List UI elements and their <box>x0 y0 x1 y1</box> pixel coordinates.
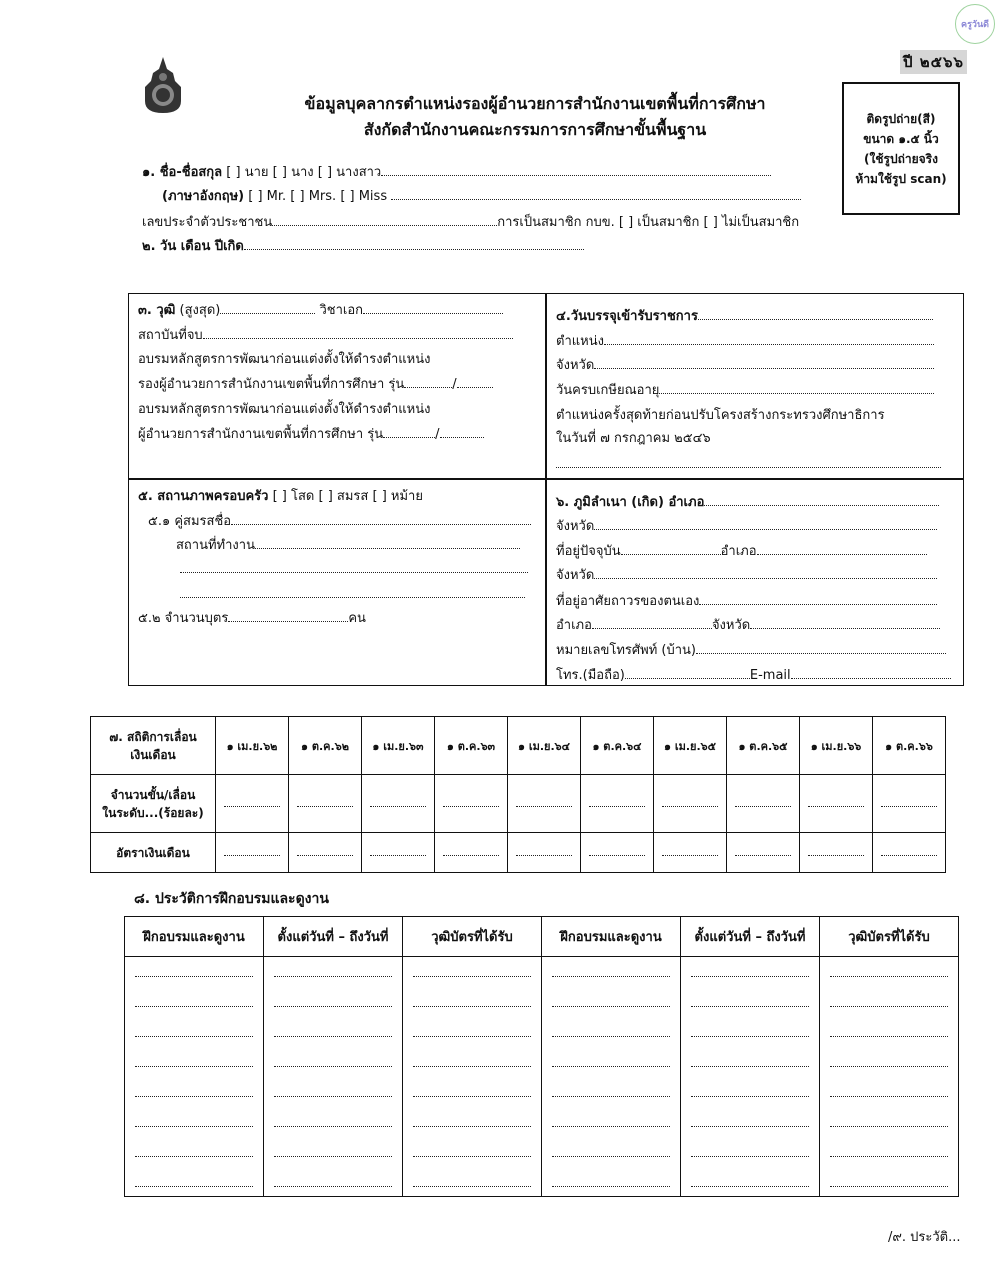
salary-header-text: ๗. สถิติการเลื่อน <box>109 729 197 744</box>
table-row <box>91 833 946 873</box>
title-option-miss[interactable]: [ ] Miss <box>340 189 388 204</box>
salary-cell[interactable] <box>289 833 362 873</box>
birthplace-province-label: จังหวัด <box>556 519 595 534</box>
certificate-cell[interactable] <box>403 1167 542 1197</box>
english-name-label: (ภาษาอังกฤษ) <box>162 189 245 204</box>
appointment-date-label: ๔.วันบรรจุเข้ารับราชการ <box>556 309 698 324</box>
training-cell[interactable] <box>542 987 681 1017</box>
training-cell[interactable] <box>125 1167 264 1197</box>
column-header: ฝึกอบรมและดูงาน <box>125 917 264 957</box>
marital-married[interactable]: [ ] สมรส <box>318 489 369 504</box>
children-field[interactable] <box>228 621 348 622</box>
birthplace-province-field[interactable] <box>594 529 937 530</box>
position-label: ตำแหน่ง <box>556 334 604 349</box>
children-label: ๕.๒ จำนวนบุตร <box>138 611 229 626</box>
watermark-text: ครูวันดี <box>961 20 989 30</box>
english-name-row <box>162 188 801 206</box>
training-cell[interactable] <box>125 1107 264 1137</box>
spouse-workplace-field-3[interactable] <box>180 597 525 598</box>
training-cell[interactable] <box>542 1017 681 1047</box>
current-province-label: จังหวัด <box>556 568 595 583</box>
english-name-field[interactable] <box>391 199 801 200</box>
photo-instruction: ขนาด ๑.๕ นิ้ว <box>863 131 939 146</box>
certificate-cell[interactable] <box>820 1017 959 1047</box>
photo-instruction: (ใช้รูปถ่ายจริง <box>864 151 938 166</box>
date-range-cell[interactable] <box>681 1137 820 1167</box>
date-header: ๑ เม.ย.๖๒ <box>216 717 289 775</box>
step-cell[interactable] <box>508 775 581 833</box>
table-row <box>91 717 946 775</box>
training-cell[interactable] <box>125 1017 264 1047</box>
date-header: ๑ เม.ย.๖๕ <box>654 717 727 775</box>
training-cell[interactable] <box>542 957 681 987</box>
date-range-cell[interactable] <box>264 1167 403 1197</box>
institution-label: สถาบันที่จบ <box>138 328 203 343</box>
date-range-cell[interactable] <box>681 1077 820 1107</box>
gpf-member-no[interactable]: [ ] ไม่เป็นสมาชิก <box>703 215 800 230</box>
marital-single[interactable]: [ ] โสด <box>272 489 315 504</box>
salary-cell[interactable] <box>362 833 435 873</box>
date-range-cell[interactable] <box>264 1077 403 1107</box>
step-cell[interactable] <box>727 775 800 833</box>
step-cell[interactable] <box>435 775 508 833</box>
certificate-cell[interactable] <box>403 1137 542 1167</box>
certificate-cell[interactable] <box>403 1017 542 1047</box>
mobile-phone-field[interactable] <box>625 678 750 679</box>
training-cell[interactable] <box>542 1047 681 1077</box>
date-range-cell[interactable] <box>264 987 403 1017</box>
id-row <box>142 214 799 232</box>
column-header: วุฒิบัตรที่ได้รับ <box>820 917 959 957</box>
photo-instruction: ห้ามใช้รูป scan) <box>855 171 947 186</box>
title-option-mrs[interactable]: [ ] Mrs. <box>290 189 337 204</box>
step-cell[interactable] <box>654 775 727 833</box>
name-row <box>142 164 771 182</box>
table-row <box>125 1047 959 1077</box>
salary-history-table <box>90 716 946 873</box>
certificate-cell[interactable] <box>820 1077 959 1107</box>
training-cell[interactable] <box>542 1077 681 1107</box>
salary-cell[interactable] <box>654 833 727 873</box>
next-page-indicator: /๙. ประวัติ... <box>888 1230 961 1245</box>
birthplace-label: ๖. ภูมิลำเนา (เกิด) อำเภอ <box>556 495 705 510</box>
retirement-field[interactable] <box>659 393 934 394</box>
slash: / <box>435 427 440 442</box>
education-label: ๓. วุฒิ <box>138 303 176 318</box>
mobile-phone-label: โทร.(มือถือ) <box>556 668 625 683</box>
training-cell[interactable] <box>125 1077 264 1107</box>
home-phone-field[interactable] <box>696 653 946 654</box>
table-row <box>125 1167 959 1197</box>
table-row <box>125 1077 959 1107</box>
education-highest-label: (สูงสุด) <box>179 303 221 318</box>
current-address-field[interactable] <box>621 554 721 555</box>
date-header: ๑ ต.ค.๖๒ <box>289 717 362 775</box>
major-label: วิชาเอก <box>319 303 364 318</box>
training1-label: อบรมหลักสูตรการพัฒนาก่อนแต่งตั้งให้ดำรงตำแหน่ง <box>138 352 431 367</box>
divider <box>128 478 964 480</box>
certificate-cell[interactable] <box>403 1077 542 1107</box>
last-position-label: ตำแหน่งครั้งสุดท้ายก่อนปรับโครงสร้างกระทรวงศึกษาธิการ <box>556 408 885 423</box>
step-increase-label <box>91 775 216 833</box>
training-history-table <box>124 916 959 1197</box>
email-label: E-mail <box>749 668 791 683</box>
training1-batch-field[interactable] <box>404 387 452 388</box>
name-field[interactable] <box>381 175 771 176</box>
institution-field[interactable] <box>203 338 513 339</box>
certificate-cell[interactable] <box>820 987 959 1017</box>
degree-field[interactable] <box>220 313 315 314</box>
training1-year-field[interactable] <box>457 387 493 388</box>
children-unit: คน <box>348 611 366 626</box>
spouse-name-field[interactable] <box>231 524 531 525</box>
date-range-cell[interactable] <box>264 957 403 987</box>
gpf-member-yes[interactable]: [ ] เป็นสมาชิก <box>618 215 700 230</box>
permanent-district-label: อำเภอ <box>556 618 592 633</box>
date-range-cell[interactable] <box>264 1047 403 1077</box>
date-header: ๑ ต.ค.๖๔ <box>581 717 654 775</box>
date-range-cell[interactable] <box>681 1107 820 1137</box>
date-range-cell[interactable] <box>264 1017 403 1047</box>
salary-cell[interactable] <box>508 833 581 873</box>
current-district-field[interactable] <box>757 554 927 555</box>
training-cell[interactable] <box>542 1167 681 1197</box>
date-header: ๑ เม.ย.๖๖ <box>800 717 873 775</box>
certificate-cell[interactable] <box>403 1047 542 1077</box>
marital-widowed[interactable]: [ ] หม้าย <box>372 489 423 504</box>
birthdate-field[interactable] <box>244 249 584 250</box>
gpf-member-label: การเป็นสมาชิก กบข. <box>497 215 615 230</box>
slash: / <box>452 377 457 392</box>
year-label: ปี ๒๕๖๖ <box>900 50 967 74</box>
training-cell[interactable] <box>125 987 264 1017</box>
title-option-mrs-th[interactable]: [ ] นาง <box>272 165 314 180</box>
position-field[interactable] <box>604 344 934 345</box>
salary-cell[interactable] <box>873 833 946 873</box>
photo-instruction: ติดรูปถ่าย(สี) <box>866 111 936 126</box>
step-cell[interactable] <box>289 775 362 833</box>
appointment-date-field[interactable] <box>698 319 933 320</box>
step-cell[interactable] <box>873 775 946 833</box>
photo-placeholder[interactable] <box>842 82 960 215</box>
last-position-field[interactable] <box>556 467 941 468</box>
step-cell[interactable] <box>800 775 873 833</box>
date-range-cell[interactable] <box>264 1107 403 1137</box>
salary-header-label <box>91 717 216 775</box>
training2-label: อบรมหลักสูตรการพัฒนาก่อนแต่งตั้งให้ดำรงตำแหน่ง <box>138 402 431 417</box>
salary-header-text: เงินเดือน <box>130 747 176 762</box>
date-range-cell[interactable] <box>681 957 820 987</box>
training-cell[interactable] <box>542 1137 681 1167</box>
home-phone-label: หมายเลขโทรศัพท์ (บ้าน) <box>556 643 696 658</box>
training2-batch-field[interactable] <box>383 437 435 438</box>
last-position-date: ในวันที่ ๗ กรกฎาคม ๒๕๔๖ <box>556 431 711 446</box>
table-row <box>125 957 959 987</box>
step-label-text: จำนวนขั้น/เลื่อน <box>110 787 196 802</box>
date-range-cell[interactable] <box>681 1017 820 1047</box>
step-label-text: ในระดับ...(ร้อยละ) <box>102 805 204 820</box>
table-header-row <box>125 917 959 957</box>
certificate-cell[interactable] <box>820 1047 959 1077</box>
date-header: ๑ ต.ค.๖๓ <box>435 717 508 775</box>
birthplace-district-field[interactable] <box>704 505 939 506</box>
salary-cell[interactable] <box>581 833 654 873</box>
date-header: ๑ เม.ย.๖๓ <box>362 717 435 775</box>
page-subtitle: สังกัดสำนักงานคณะกรรมการการศึกษาขั้นพื้นฐาน <box>363 120 707 139</box>
date-range-cell[interactable] <box>264 1137 403 1167</box>
divider <box>545 293 547 686</box>
spouse-workplace-field-2[interactable] <box>180 572 528 573</box>
page-title: ข้อมูลบุคลากรตำแหน่งรองผู้อำนวยการสำนักงานเขตพื้นที่การศึกษา <box>304 94 766 113</box>
permanent-province-label: จังหวัด <box>711 618 751 633</box>
salary-cell[interactable] <box>216 833 289 873</box>
table-row <box>91 775 946 833</box>
step-cell[interactable] <box>216 775 289 833</box>
step-cell[interactable] <box>362 775 435 833</box>
training-cell[interactable] <box>125 1137 264 1167</box>
table-row <box>125 1107 959 1137</box>
date-range-cell[interactable] <box>681 987 820 1017</box>
training1-label: รองผู้อำนวยการสำนักงานเขตพื้นที่การศึกษา รุ่น <box>138 377 405 392</box>
salary-cell[interactable] <box>435 833 508 873</box>
table-row <box>125 987 959 1017</box>
step-cell[interactable] <box>581 775 654 833</box>
certificate-cell[interactable] <box>403 1107 542 1137</box>
certificate-cell[interactable] <box>820 1137 959 1167</box>
training-cell[interactable] <box>542 1107 681 1137</box>
permanent-address-label: ที่อยู่อาศัยถาวรของตนเอง <box>556 594 700 609</box>
certificate-cell[interactable] <box>820 957 959 987</box>
watermark-logo <box>955 4 995 44</box>
date-header: ๑ ต.ค.๖๕ <box>727 717 800 775</box>
column-header: ตั้งแต่วันที่ – ถึงวันที่ <box>264 917 403 957</box>
name-label: ๑. ชื่อ-ชื่อสกุล <box>142 165 223 180</box>
column-header: ตั้งแต่วันที่ – ถึงวันที่ <box>681 917 820 957</box>
title-option-mr[interactable]: [ ] Mr. <box>248 189 287 204</box>
birthdate-label: ๒. วัน เดือน ปีเกิด <box>142 239 244 254</box>
certificate-cell[interactable] <box>820 1107 959 1137</box>
salary-rate-label: อัตราเงินเดือน <box>91 833 216 873</box>
training-cell[interactable] <box>125 1047 264 1077</box>
national-id-label: เลขประจำตัวประชาชน <box>142 215 273 230</box>
marital-status-label: ๕. สถานภาพครอบครัว <box>138 489 269 504</box>
national-id-field[interactable] <box>272 225 497 226</box>
current-address-label: ที่อยู่ปัจจุบัน <box>556 544 621 559</box>
training-cell[interactable] <box>125 957 264 987</box>
current-province-field[interactable] <box>594 578 937 579</box>
certificate-cell[interactable] <box>820 1167 959 1197</box>
spouse-workplace-label: สถานที่ทำงาน <box>176 538 255 553</box>
current-district-label: อำเภอ <box>720 544 757 559</box>
certificate-cell[interactable] <box>403 957 542 987</box>
spouse-workplace-field[interactable] <box>255 548 520 549</box>
table-row <box>125 1137 959 1167</box>
training2-year-field[interactable] <box>440 437 484 438</box>
training2-label: ผู้อำนวยการสำนักงานเขตพื้นที่การศึกษา รุ่น <box>138 427 384 442</box>
column-header: วุฒิบัตรที่ได้รับ <box>403 917 542 957</box>
table-row <box>125 1017 959 1047</box>
certificate-cell[interactable] <box>403 987 542 1017</box>
date-header: ๑ ต.ค.๖๖ <box>873 717 946 775</box>
column-header: ฝึกอบรมและดูงาน <box>542 917 681 957</box>
title-option-miss-th[interactable]: [ ] นางสาว <box>317 165 382 180</box>
title-option-mr-th[interactable]: [ ] นาย <box>226 165 269 180</box>
spouse-name-label: ๕.๑ คู่สมรสชื่อ <box>148 514 232 529</box>
major-field[interactable] <box>363 313 503 314</box>
training-history-heading: ๘. ประวัติการฝึกอบรมและดูงาน <box>134 891 329 907</box>
birthdate-row <box>142 238 584 256</box>
salary-cell[interactable] <box>727 833 800 873</box>
salary-cell[interactable] <box>800 833 873 873</box>
obec-emblem-icon <box>141 55 185 115</box>
date-range-cell[interactable] <box>681 1167 820 1197</box>
date-header: ๑ เม.ย.๖๔ <box>508 717 581 775</box>
permanent-district-field[interactable] <box>592 628 712 629</box>
permanent-province-field[interactable] <box>750 628 940 629</box>
province-label: จังหวัด <box>556 358 595 373</box>
email-field[interactable] <box>791 678 951 679</box>
permanent-address-field[interactable] <box>699 604 937 605</box>
date-range-cell[interactable] <box>681 1047 820 1077</box>
retirement-label: วันครบเกษียณอายุ <box>556 383 660 398</box>
province-field[interactable] <box>594 368 934 369</box>
